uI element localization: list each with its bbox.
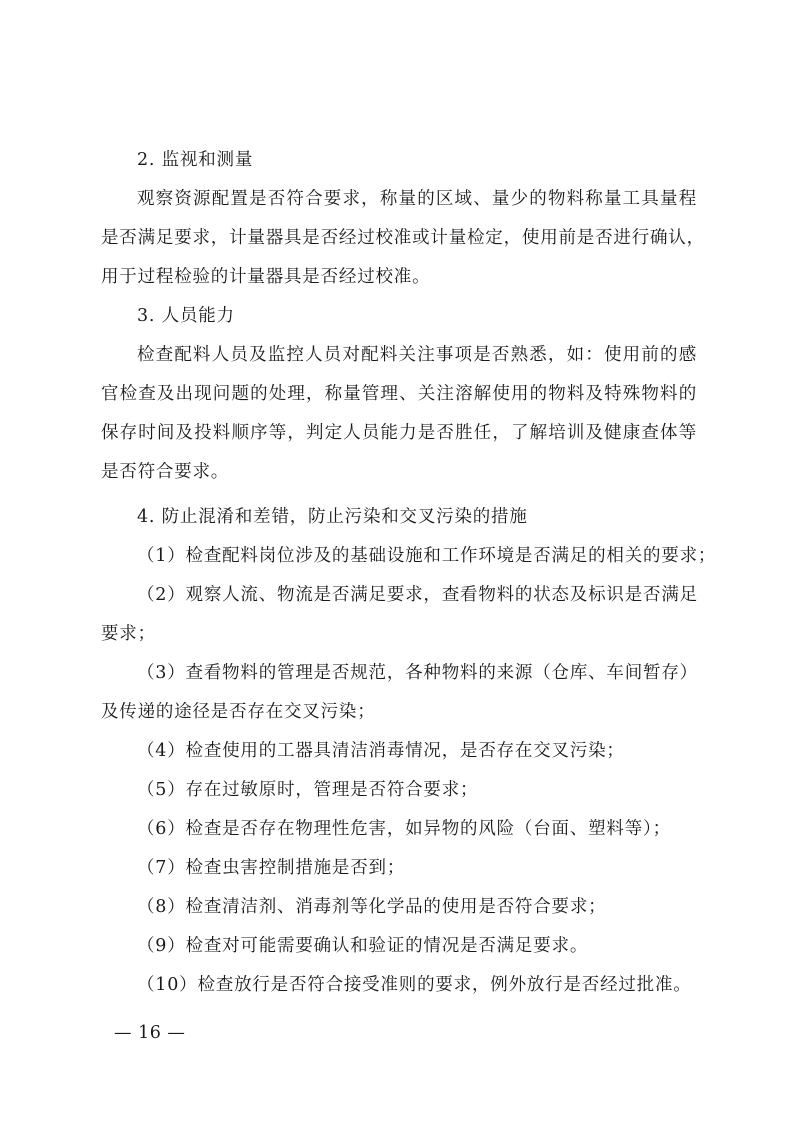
paragraph-line: 观察资源配置是否符合要求，称量的区域、量少的物料称量工具量程 [137, 189, 697, 209]
list-item-8: （8）检查清洁剂、消毒剂等化学品的使用是否符合要求； [137, 897, 607, 917]
page-number: — 16 — [114, 1023, 186, 1043]
list-item-3: （3）查看物料的管理是否规范，各种物料的来源（仓库、车间暂存） [137, 663, 698, 683]
paragraph-line: 官检查及出现问题的处理，称量管理、关注溶解使用的物料及特殊物料的 [101, 384, 697, 404]
paragraph-line: 是否满足要求，计量器具是否经过校准或计量检定，使用前是否进行确认， [101, 228, 705, 248]
list-item-6: （6）检查是否存在物理性危害，如异物的风险（台面、塑料等）； [137, 819, 671, 839]
section-heading-3: 3. 人员能力 [137, 306, 235, 326]
paragraph-line: 保存时间及投料顺序等，判定人员能力是否胜任，了解培训及健康查体等 [101, 423, 697, 443]
list-item-10: （10）检查放行是否符合接受准则的要求，例外放行是否经过批准。 [137, 975, 692, 995]
list-item-2: （2）观察人流、物流是否满足要求，查看物料的状态及标识是否满足 [137, 585, 698, 605]
section-heading-2: 2. 监视和测量 [137, 150, 254, 170]
paragraph-line: 检查配料人员及监控人员对配料关注事项是否熟悉，如：使用前的感 [137, 345, 697, 365]
list-item-3-continuation: 及传递的途径是否存在交叉污染； [101, 702, 376, 722]
list-item-7: （7）检查虫害控制措施是否到； [137, 858, 406, 878]
list-item-2-continuation: 要求； [101, 624, 156, 644]
list-item-5: （5）存在过敏原时，管理是否符合要求； [137, 780, 479, 800]
paragraph-line: 是否符合要求。 [101, 462, 230, 482]
paragraph-line: 用于过程检验的计量器具是否经过校准。 [101, 267, 431, 287]
list-item-1: （1）检查配料岗位涉及的基础设施和工作环境是否满足的相关的要求； [137, 546, 717, 566]
section-heading-4: 4. 防止混淆和差错，防止污染和交叉污染的措施 [137, 507, 528, 527]
list-item-4: （4）检查使用的工器具清洁消毒情况，是否存在交叉污染； [137, 741, 625, 761]
list-item-9: （9）检查对可能需要确认和验证的情况是否满足要求。 [137, 936, 589, 956]
